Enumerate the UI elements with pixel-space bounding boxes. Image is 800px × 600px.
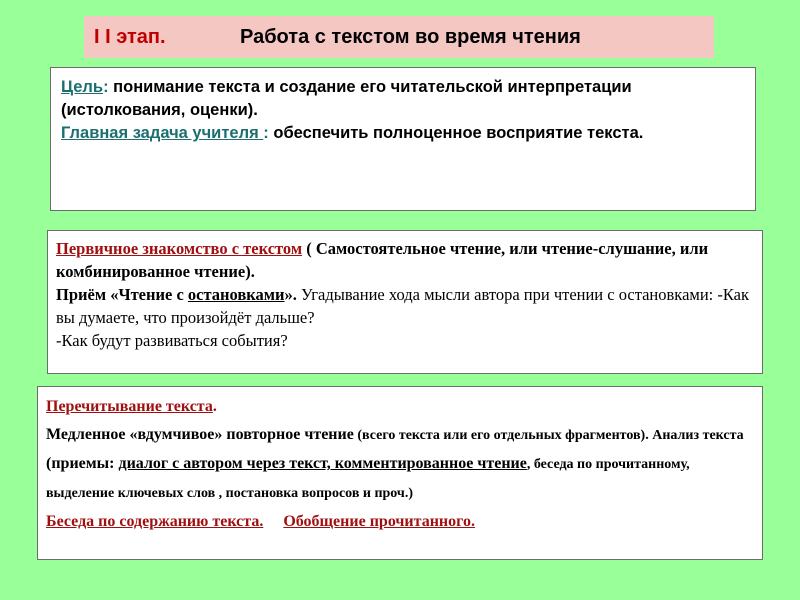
techniques-intro: (приемы: xyxy=(46,455,119,472)
rereading-box xyxy=(37,386,763,560)
first-reading-heading-rest: ( Самостоятельное чтение, или чтение-слушание, или комбинированное чтение). xyxy=(56,239,709,281)
generalization-label: Обобщение прочитанного. xyxy=(283,513,475,530)
techniques-rest: , беседа по прочитанному, выделение ключевых слов , постановка вопросов и проч.) xyxy=(46,457,690,501)
conclusion-spacer xyxy=(263,513,283,530)
first-reading-box xyxy=(47,230,763,374)
first-reading-paragraph xyxy=(56,237,754,283)
first-reading-heading: Первичное знакомство с текстом xyxy=(56,239,303,258)
conversation-label: Беседа по содержанию текста. xyxy=(46,513,264,530)
goal-text: понимание текста и создание его читательской интерпретации (истолкования, оценки). xyxy=(61,78,632,119)
technique-paragraph xyxy=(56,283,754,329)
technique-dialog: диалог с автором через текст, комментированное чтение xyxy=(118,455,527,472)
technique-label-end: ». xyxy=(284,285,297,304)
technique-label-underlined: остановками xyxy=(187,285,285,304)
slow-reading-note: (всего текста или его отдельных фрагментов). xyxy=(353,428,649,443)
rereading-heading: Перечитывание текста xyxy=(46,398,213,415)
task-colon: : xyxy=(263,124,269,142)
goal-label: Цель xyxy=(61,78,104,96)
task-text: обеспечить полноценное восприятие текста. xyxy=(268,124,644,142)
technique-text: Угадывание хода мысли автора при чтении с остановками: -Как вы думаете, что произойдёт дальше? xyxy=(56,285,749,327)
task-label: Главная задача учителя xyxy=(61,124,264,142)
stage-number: I I этап. xyxy=(94,25,166,48)
conclusion-line xyxy=(46,508,754,536)
stage-title: Работа с текстом во время чтения xyxy=(240,25,581,48)
rereading-body xyxy=(46,421,754,508)
rereading-heading-dot: . xyxy=(212,398,217,415)
task-paragraph xyxy=(61,122,745,145)
slow-reading: Медленное «вдумчивое» повторное чтение xyxy=(46,426,354,443)
goal-paragraph xyxy=(61,76,745,122)
rereading-heading-line xyxy=(46,393,754,421)
question-line: -Как будут развиваться события? xyxy=(56,331,288,350)
technique-label: Приём «Чтение с xyxy=(56,285,188,304)
stage-title-bar xyxy=(84,16,714,58)
goal-colon: : xyxy=(103,78,109,96)
goal-box xyxy=(50,67,756,211)
analysis-label: Анализ текста xyxy=(648,428,744,443)
